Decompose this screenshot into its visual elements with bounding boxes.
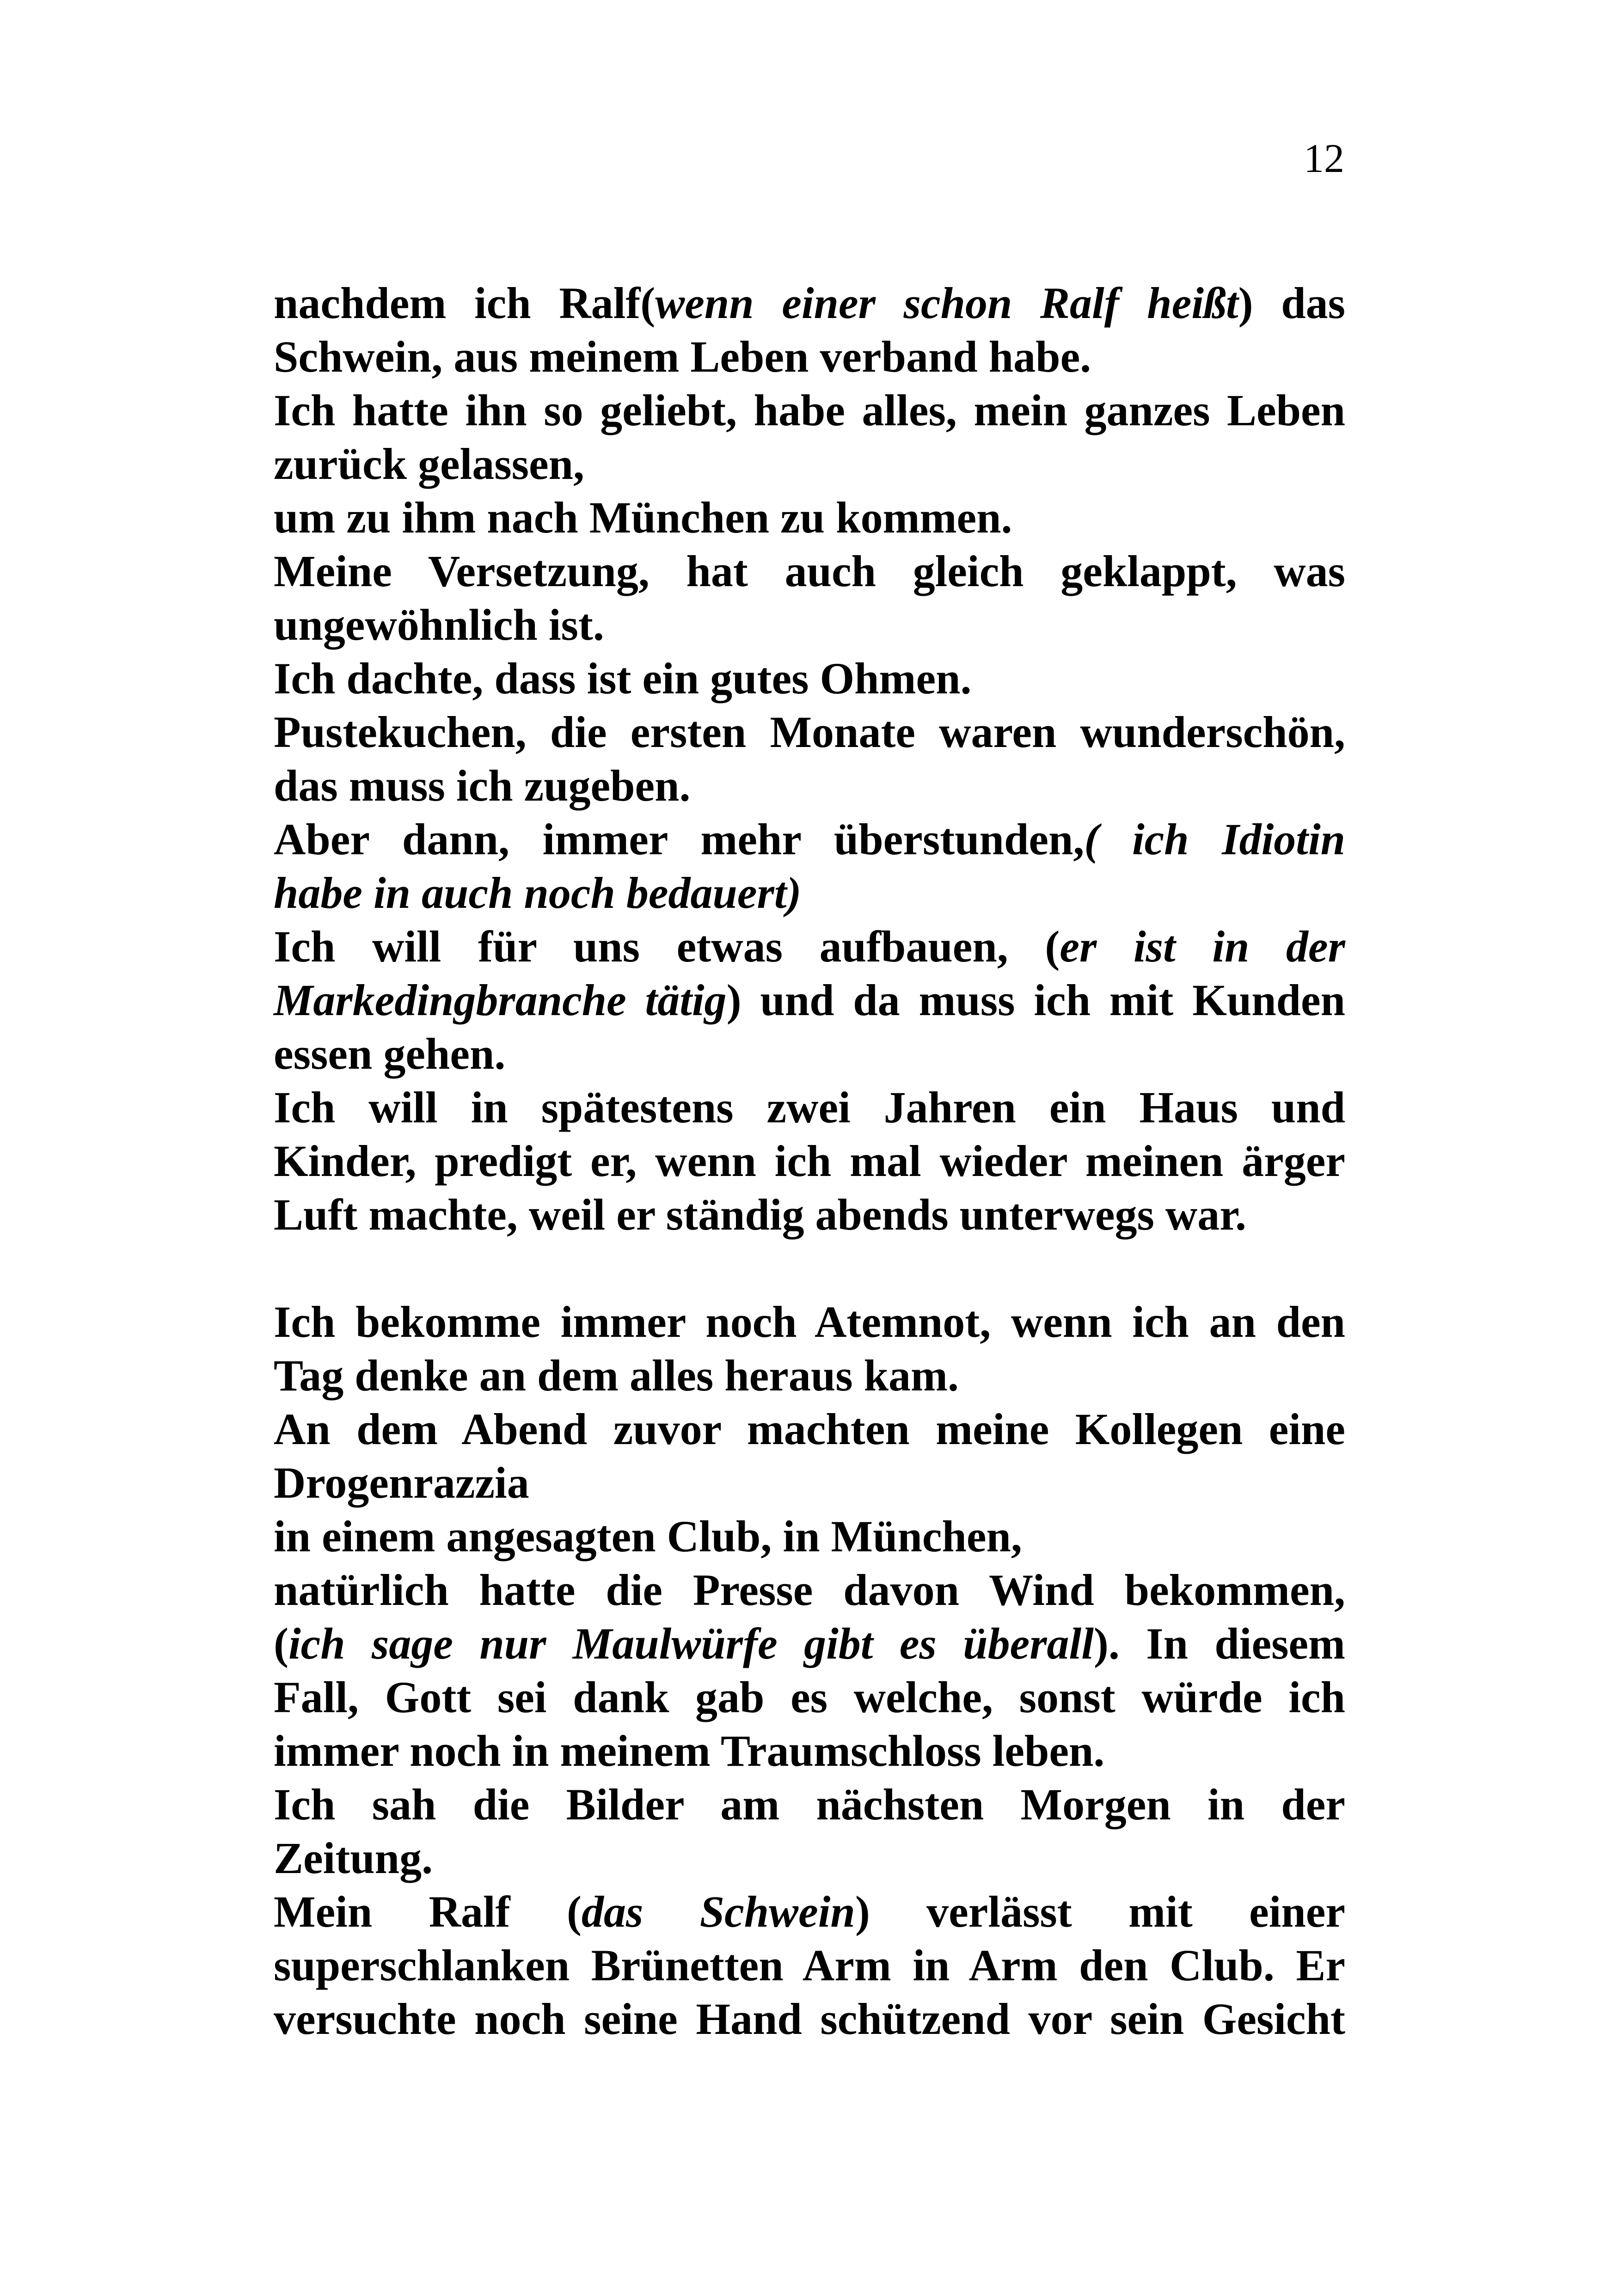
text-line: Fall, Gott sei dank gab es welche, sonst würde ich (274, 1672, 1345, 1722)
text-line: um zu ihm nach München zu kommen. (274, 493, 1012, 542)
text-run: ). In diesem (1093, 1619, 1345, 1668)
text-line: Ich sah die Bilder am nächsten Morgen in der (274, 1780, 1345, 1829)
text-line: Ich bekomme immer noch Atemnot, wenn ich an den (274, 1297, 1345, 1347)
text-line: in einem angesagten Club, in München, (274, 1512, 1022, 1561)
text-line: immer noch in meinem Traumschloss leben. (274, 1726, 1105, 1776)
text-line: ungewöhnlich ist. (274, 600, 604, 649)
italic-run: er ist in der (1060, 922, 1346, 971)
text-line (274, 813, 1345, 866)
page-number: 12 (1304, 136, 1344, 181)
italic-run: das Schwein (581, 1887, 855, 1936)
italic-run: Markedingbranche tätig (274, 975, 727, 1025)
text-line: Zeitung. (274, 1833, 433, 1883)
text-line: zurück gelassen, (274, 439, 584, 489)
text-run: ( (274, 1619, 288, 1668)
text-run: Mein Ralf ( (274, 1887, 582, 1936)
text-line (274, 866, 1345, 920)
italic-run: habe in auch noch bedauert) (274, 868, 802, 918)
text-line (274, 276, 1345, 330)
italic-run: wenn einer schon Ralf heißt (655, 278, 1238, 328)
text-line: Luft machte, weil er ständig abends unterwegs war. (274, 1190, 1246, 1239)
text-line: versuchte noch seine Hand schützend vor sein Gesicht (274, 1994, 1345, 2044)
text-line (274, 1617, 1345, 1671)
paragraph-gap (274, 1242, 1345, 1295)
text-line: das muss ich zugeben. (274, 761, 691, 810)
text-line: Ich will in spätestens zwei Jahren ein Haus und (274, 1083, 1345, 1132)
text-line: Schwein, aus meinem Leben verband habe. (274, 332, 1091, 381)
text-line: Ich dachte, dass ist ein gutes Ohmen. (274, 654, 972, 703)
text-run: ) das (1238, 278, 1345, 328)
text-line (274, 920, 1345, 974)
italic-run: ( ich Idiotin (1084, 814, 1346, 864)
italic-run: ich sage nur Maulwürfe gibt es überall (288, 1619, 1094, 1668)
text-line (274, 1885, 1345, 1939)
text-line: Pustekuchen, die ersten Monate waren wunderschön, (274, 707, 1345, 757)
text-line: Meine Versetzung, hat auch gleich geklappt, was (274, 546, 1345, 596)
text-line (274, 974, 1345, 1027)
text-run: Ich will für uns etwas aufbauen, ( (274, 922, 1060, 971)
text-line: essen gehen. (274, 1029, 506, 1078)
text-run: ) und da muss ich mit Kunden (726, 975, 1346, 1025)
text-line: Ich hatte ihn so geliebt, habe alles, mein ganzes Leben (274, 386, 1345, 435)
text-run: Aber dann, immer mehr überstunden, (274, 814, 1085, 864)
text-run: nachdem ich Ralf( (274, 278, 656, 328)
text-line: Kinder, predigt er, wenn ich mal wieder meinen ärger (274, 1136, 1345, 1186)
text-line: Tag denke an dem alles heraus kam. (274, 1351, 959, 1400)
text-line: An dem Abend zuvor machten meine Kollegen eine (274, 1404, 1345, 1454)
body-text (274, 276, 1345, 2046)
text-line: superschlanken Brünetten Arm in Arm den Club. Er (274, 1941, 1345, 1990)
text-run: ) verlässt mit einer (855, 1887, 1346, 1936)
text-line: Drogenrazzia (274, 1458, 529, 1507)
text-line: natürlich hatte die Presse davon Wind bekommen, (274, 1565, 1345, 1615)
